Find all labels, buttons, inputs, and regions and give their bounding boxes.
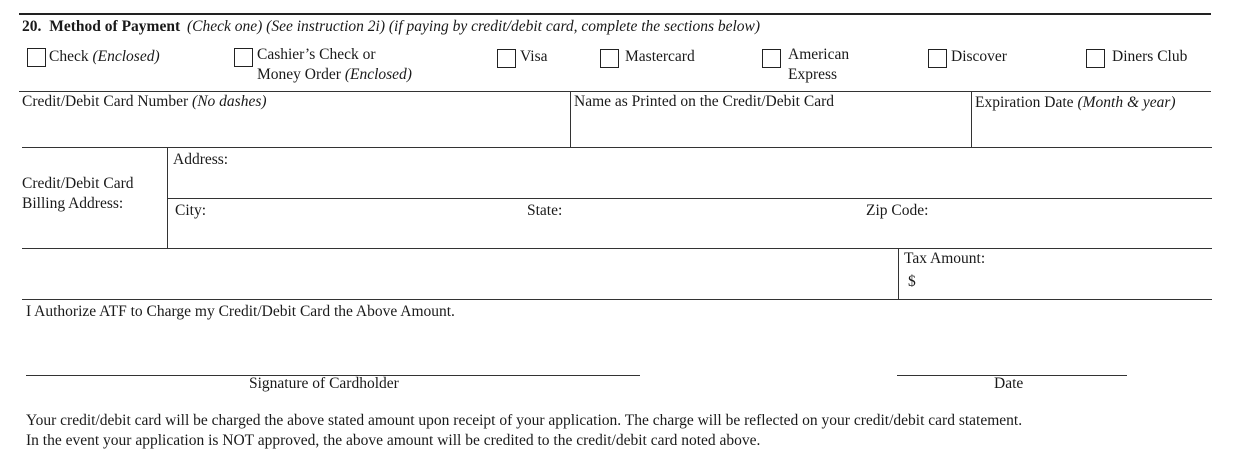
authorization-text: I Authorize ATF to Charge my Credit/Debit Card the Above Amount. — [26, 303, 455, 320]
section-title: Method of Payment — [49, 18, 181, 35]
diners-club-label: Diners Club — [1112, 48, 1188, 65]
card-number-input[interactable] — [24, 116, 568, 144]
card-row-divider-1 — [570, 91, 571, 147]
discover-checkbox[interactable] — [928, 49, 947, 68]
section-header — [22, 17, 760, 37]
date-label: Date — [994, 375, 1024, 392]
billing-top-rule — [22, 147, 1212, 148]
city-label: City: — [175, 202, 207, 219]
tax-amount-input[interactable] — [922, 270, 1206, 296]
cashiers-check-label: Cashier’s Check or Money Order (Enclosed) — [257, 46, 412, 83]
billing-side-label: Credit/Debit Card Billing Address: — [22, 175, 134, 212]
card-row-divider-2 — [971, 91, 972, 147]
signature-label: Signature of Cardholder — [249, 375, 399, 392]
top-border — [19, 13, 1211, 15]
card-number-label: Credit/Debit Card Number (No dashes) — [22, 93, 267, 110]
address-label: Address: — [173, 151, 229, 168]
address-input[interactable] — [240, 168, 1204, 196]
signature-input[interactable] — [30, 344, 639, 374]
zip-code-input[interactable] — [940, 218, 1206, 246]
billing-bottom-rule — [22, 248, 1212, 249]
tax-divider — [898, 248, 899, 299]
tax-amount-label: Tax Amount: — [904, 250, 986, 267]
date-input[interactable] — [900, 344, 1128, 374]
city-input[interactable] — [212, 218, 516, 246]
mastercard-label: Mastercard — [625, 48, 695, 65]
check-label: Check (Enclosed) — [49, 48, 160, 65]
visa-label: Visa — [520, 48, 548, 65]
diners-club-checkbox[interactable] — [1086, 49, 1105, 68]
cardholder-name-input[interactable] — [576, 116, 970, 144]
footer-notice-line-1: Your credit/debit card will be charged the above stated amount upon receipt of your application. The charge will be reflected on your credit/debit card statement. — [26, 412, 1023, 429]
state-label: State: — [527, 202, 563, 219]
cashiers-check-checkbox[interactable] — [234, 48, 253, 67]
expiration-date-input[interactable] — [977, 117, 1209, 145]
section-number: 20. — [22, 18, 42, 35]
discover-label: Discover — [951, 48, 1007, 65]
check-checkbox[interactable] — [27, 48, 46, 67]
section-instructions: (Check one) (See instruction 2i) (if paying by credit/debit card, complete the sections below) — [187, 18, 761, 35]
cardholder-name-label: Name as Printed on the Credit/Debit Card — [574, 93, 834, 110]
expiration-date-label: Expiration Date (Month & year) — [975, 94, 1176, 111]
address-bottom-rule — [167, 198, 1212, 199]
state-input[interactable] — [570, 218, 854, 246]
american-express-label: American Express — [788, 46, 850, 83]
american-express-checkbox[interactable] — [762, 49, 781, 68]
visa-checkbox[interactable] — [497, 49, 516, 68]
tax-bottom-rule — [22, 299, 1212, 300]
mastercard-checkbox[interactable] — [600, 49, 619, 68]
tax-currency-symbol: $ — [908, 273, 916, 290]
zip-code-label: Zip Code: — [866, 202, 929, 219]
footer-notice-line-2: In the event your application is NOT approved, the above amount will be credited to the credit/debit card noted above. — [26, 432, 761, 449]
